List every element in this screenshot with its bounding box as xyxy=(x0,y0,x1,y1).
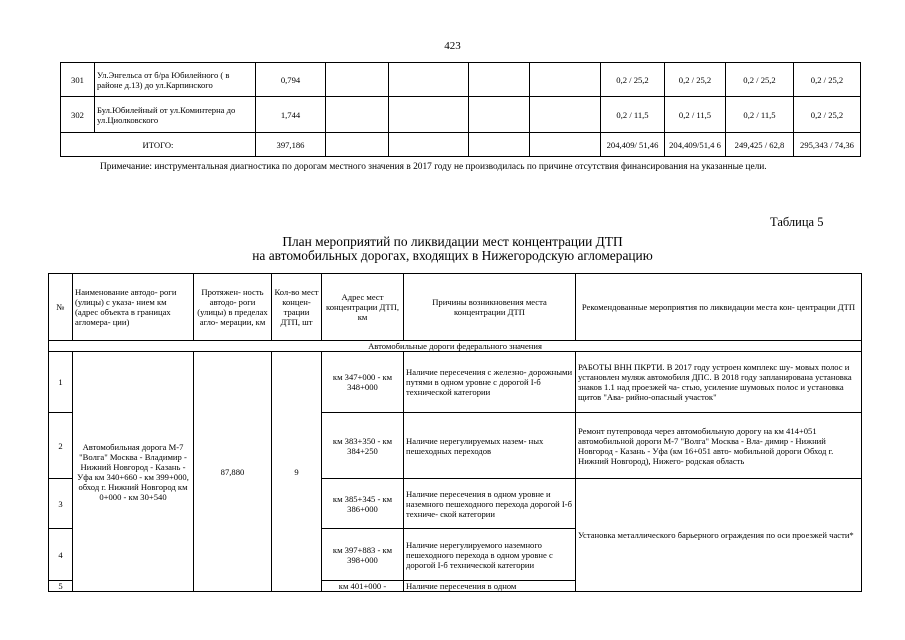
header-num: № xyxy=(49,274,73,341)
header-count: Кол-во мест концен- трации ДТП, шт xyxy=(272,274,322,341)
page-number: 423 xyxy=(444,40,461,52)
title-line-2: на автомобильных дорогах, входящих в Нижегородскую агломерацию xyxy=(252,248,653,263)
row-number: 3 xyxy=(49,479,73,529)
road-name: Ул.Энгельса от б/ра Юбилейного ( в районе д.13) до ул.Карпинского xyxy=(95,63,256,97)
note: Примечание: инструментальная диагностика по дорогам местного значения в 2017 году не производилась по причине отсутствия финансирования на указанные цели. xyxy=(100,162,767,172)
top-table xyxy=(60,62,861,157)
total-value: 295,343 / 74,36 xyxy=(794,133,861,157)
row-number: 4 xyxy=(49,529,73,581)
row-number: 301 xyxy=(61,63,95,97)
dtp-address: км 385+345 - км 386+000 xyxy=(322,479,404,529)
dtp-reason: Наличие пересечения в одном xyxy=(404,581,576,592)
section-title: Автомобильные дороги федерального значения xyxy=(49,341,862,352)
header-name: Наименование автодо- роги (улицы) с указа- нием км (адрес объекта в границах агломера- ции) xyxy=(73,274,194,341)
value-cell: 0,2 / 25,2 xyxy=(601,63,665,97)
road-length: 1,744 xyxy=(256,97,326,133)
road-length: 87,880 xyxy=(194,352,272,592)
total-value: 204,409/ 51,46 xyxy=(601,133,665,157)
dtp-measure-merged: Установка металлического барьерного ограждения по оси проезжей части* xyxy=(576,479,862,592)
table-label: Таблица 5 xyxy=(770,215,824,229)
dtp-address: км 401+000 - xyxy=(322,581,404,592)
total-value: 204,409/51,4 6 xyxy=(665,133,726,157)
row-number: 5 xyxy=(49,581,73,592)
header-length: Протяжен- ность автодо- роги (улицы) в пределах агло- мерации, км xyxy=(194,274,272,341)
road-length: 0,794 xyxy=(256,63,326,97)
table-title xyxy=(0,235,905,263)
value-cell: 0,2 / 11,5 xyxy=(665,97,726,133)
dtp-address: км 347+000 - км 348+000 xyxy=(322,352,404,413)
row-number: 1 xyxy=(49,352,73,413)
dtp-reason: Наличие нерегулируемых назем- ных пешеходных переходов xyxy=(404,413,576,479)
road-count: 9 xyxy=(272,352,322,592)
row-number: 302 xyxy=(61,97,95,133)
dtp-measure: Ремонт путепровода через автомобильную дорогу на км 414+051 автомобильной дороги М-7 "Волга" Москва - Вла- димир - Нижний Новгород - Казань - Уфа (км 16+051 авто- мобильной дороги Обход г. Нижний Новгород), Нижего- родская область xyxy=(576,413,862,479)
road-name: Автомобильная дорога М-7 "Волга" Москва - Владимир - Нижний Новгород - Казань - Уфа км 340+660 - км 399+000, обход г. Нижний Новгород км 0+000 - км 30+540 xyxy=(73,352,194,592)
header-reasons: Причины возникновения места концентрации ДТП xyxy=(404,274,576,341)
table-row xyxy=(61,63,861,97)
total-row xyxy=(61,133,861,157)
header-measures: Рекомендованные мероприятия по ликвидации места кон- центрации ДТП xyxy=(576,274,862,341)
dtp-measure: РАБОТЫ ВНН ПКРТИ. В 2017 году устроен комплекс шу- мовых полос и установлен муляж автомобиля ДПС. В 2018 году запланирована установка знаков 1.1 над проезжей ча- стью, усиление шумовых полос и установка щитов "Ава- рийно-опасный участок" xyxy=(576,352,862,413)
total-length: 397,186 xyxy=(256,133,326,157)
title-line-1: План мероприятий по ликвидации мест концентрации ДТП xyxy=(282,234,623,249)
dtp-reason: Наличие нерегулируемого наземного пешеходного перехода в одном уровне с дорогой I-б технической категории xyxy=(404,529,576,581)
value-cell: 0,2 / 25,2 xyxy=(794,97,861,133)
dtp-reason: Наличие пересечения в одном уровне и наземного пешеходного перехода дорогой I-б техниче- ской категории xyxy=(404,479,576,529)
value-cell: 0,2 / 25,2 xyxy=(794,63,861,97)
road-name: Бул.Юбилейный от ул.Коминтерна до ул.Циолковского xyxy=(95,97,256,133)
dtp-reason: Наличие пересечения с железно- дорожными путями в одном уровне с дорогой I-б технической категории xyxy=(404,352,576,413)
value-cell: 0,2 / 25,2 xyxy=(665,63,726,97)
main-table xyxy=(48,273,862,592)
header-row xyxy=(49,274,862,341)
dtp-address: км 383+350 - км 384+250 xyxy=(322,413,404,479)
total-value: 249,425 / 62,8 xyxy=(726,133,794,157)
total-label: ИТОГО: xyxy=(61,133,256,157)
value-cell: 0,2 / 11,5 xyxy=(726,97,794,133)
section-row xyxy=(49,341,862,352)
value-cell: 0,2 / 11,5 xyxy=(601,97,665,133)
dtp-address: км 397+883 - км 398+000 xyxy=(322,529,404,581)
row-number: 2 xyxy=(49,413,73,479)
header-address: Адрес мест концентрации ДТП, км xyxy=(322,274,404,341)
value-cell: 0,2 / 25,2 xyxy=(726,63,794,97)
table-row xyxy=(49,352,862,413)
table-row xyxy=(61,97,861,133)
